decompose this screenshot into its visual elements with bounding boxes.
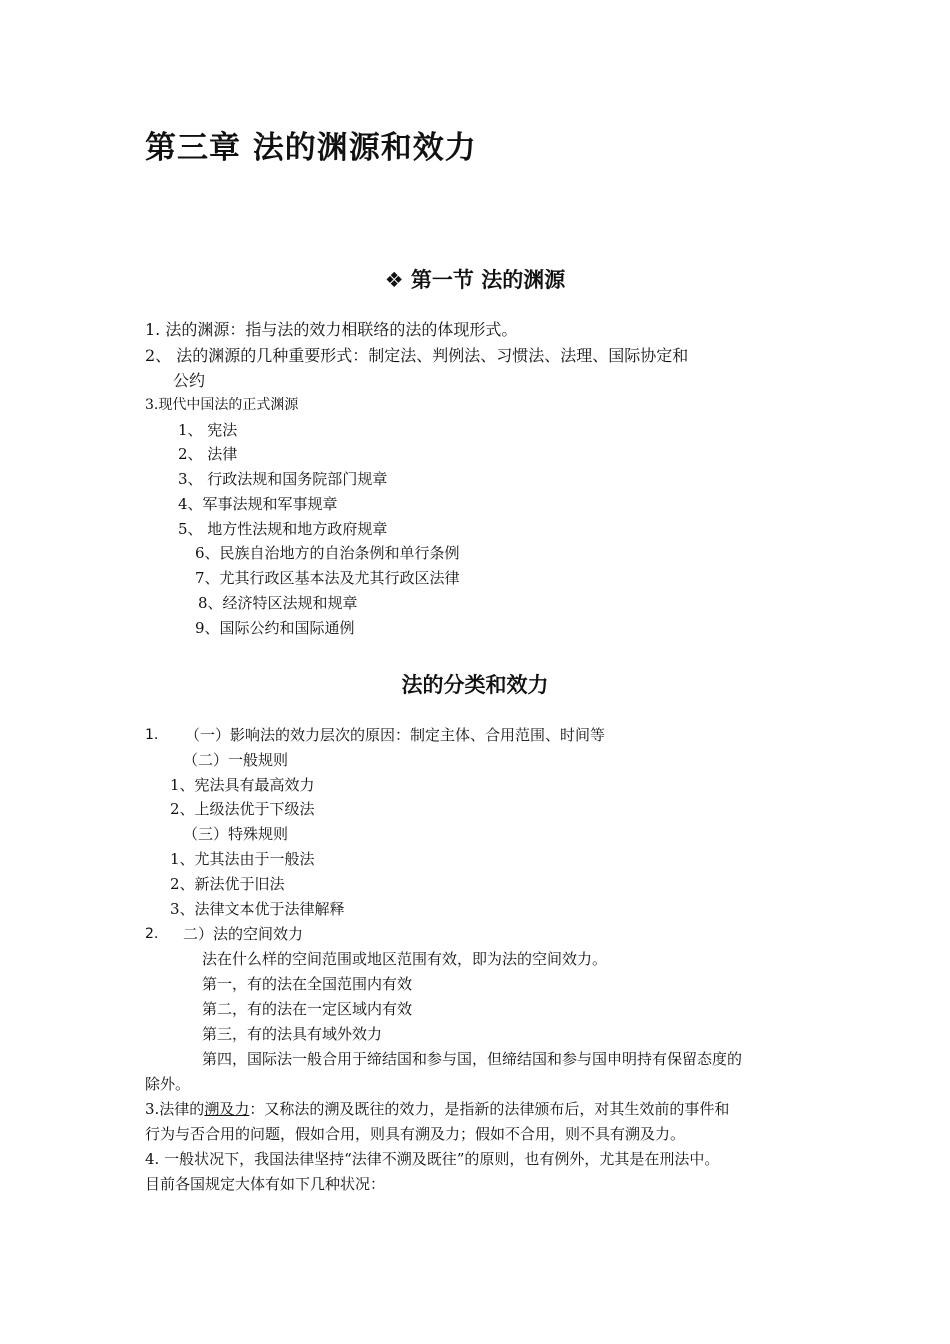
line-8: 3、法律文本优于法律解释 <box>170 900 345 918</box>
line-13: 第三，有的法具有域外效力 <box>202 1025 383 1043</box>
list-item: 4、军事法规和军事规章 <box>178 495 338 513</box>
list-item: 6、民族自治地方的自治条例和单行条例 <box>195 544 460 562</box>
line-11: 第一，有的法在全国范围内有效 <box>202 975 413 993</box>
paragraph-2-cont: 公约 <box>173 371 206 390</box>
line-17: 行为与否合用的问题，假如合用，则具有溯及力；假如不合用，则不具有溯及力。 <box>145 1125 686 1143</box>
line-2: （二）一般规则 <box>183 751 289 769</box>
line-14: 第四，国际法一般合用于缔结国和参与国，但缔结国和参与国申明持有保留态度的 <box>202 1050 743 1068</box>
list-item: 7、尤其行政区基本法及尤其行政区法律 <box>195 569 460 587</box>
section-1-title: 第一节 法的渊源 <box>410 268 566 292</box>
line-3: 1、宪法具有最高效力 <box>170 776 315 794</box>
line-6: 1、尤其法由于一般法 <box>170 850 315 868</box>
line-19: 目前各国规定大体有如下几种状况： <box>145 1175 386 1193</box>
list-item: 1、 宪法 <box>178 421 238 439</box>
line-5: （三）特殊规则 <box>183 825 289 843</box>
diamond-bullet-icon: ❖ <box>384 268 404 292</box>
line-16-prefix: 3.法律的 <box>145 1100 205 1118</box>
line-10: 法在什么样的空间范围或地区范围有效，即为法的空间效力。 <box>202 950 608 968</box>
list-item: 8、经济特区法规和规章 <box>198 594 358 612</box>
line-9: 二）法的空间效力 <box>183 925 304 943</box>
line-12: 第二，有的法在一定区域内有效 <box>202 1000 413 1018</box>
chapter-title: 第三章 法的渊源和效力 <box>145 130 477 166</box>
section-heading-2: 法的分类和效力 <box>401 673 549 697</box>
paragraph-3: 3.现代中国法的正式渊源 <box>145 397 299 413</box>
line-1: （一）影响法的效力层次的原因：制定主体、合用范围、时间等 <box>185 726 606 744</box>
list-item: 5、 地方性法规和地方政府规章 <box>178 520 388 538</box>
line-4: 2、上级法优于下级法 <box>170 800 315 818</box>
list-item: 9、国际公约和国际通例 <box>195 619 355 637</box>
paragraph-1: 1. 法的渊源：指与法的效力相联络的法的体现形式。 <box>145 320 518 339</box>
line-18: 4. 一般状况下，我国法律坚持“法律不溯及既往”的原则，也有例外，尤其是在刑法中。 <box>145 1150 720 1168</box>
list-item: 2、 法律 <box>178 445 238 463</box>
section-heading-1 <box>0 265 950 295</box>
list-number: 2. <box>145 926 159 942</box>
retroactivity-term: 溯及力 <box>204 1100 250 1118</box>
line-16 <box>145 1099 729 1119</box>
line-7: 2、新法优于旧法 <box>170 875 285 893</box>
line-16-rest: ：又称法的溯及既往的效力，是指新的法律颁布后，对其生效前的事件和 <box>249 1100 730 1118</box>
paragraph-2: 2、 法的渊源的几种重要形式：制定法、判例法、习惯法、法理、国际协定和 <box>145 346 689 365</box>
list-item: 3、 行政法规和国务院部门规章 <box>178 470 388 488</box>
list-number: 1. <box>145 727 159 743</box>
line-15: 除外。 <box>145 1075 191 1093</box>
